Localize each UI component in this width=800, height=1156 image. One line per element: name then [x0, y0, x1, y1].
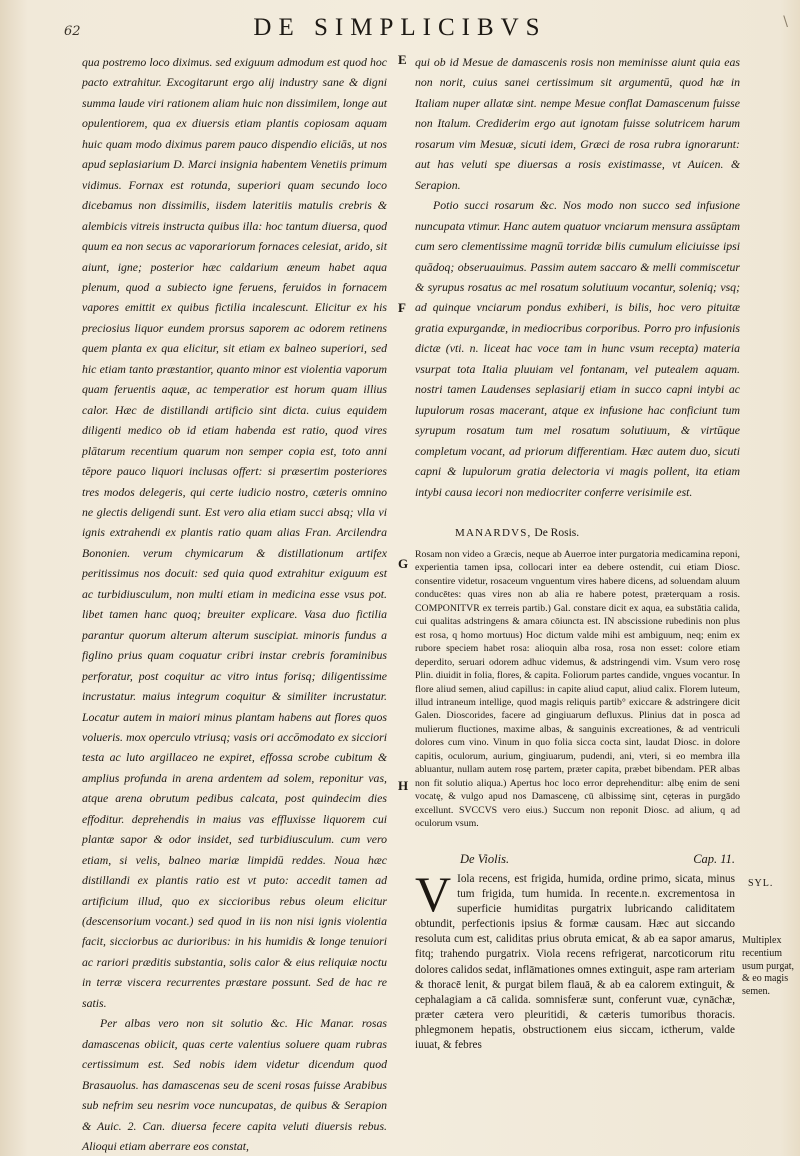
manardus-commentary	[415, 548, 740, 831]
drop-capital: V	[415, 866, 452, 922]
manardus-heading	[415, 527, 735, 539]
violis-chapter: Cap. 11.	[693, 852, 735, 866]
right-paragraph-1: qui ob id Mesue de damascenis rosis non meminisse aiunt quia eas non norit, cuius sanei certissimum sit argumentū, quod hæ in Italiam nuper allatæ sint. nempe Mesue conflat Damascenum fuisse non Italum. Crediderim ergo aut ignotam fuisse solutricem harum rosarum vim Mesuæ, sicuti idem, Græci de rosa rubra ignorarunt: aut has veluti spe diuersas a rosis existimasse, vt Auicen. & Serapion.	[415, 55, 740, 192]
manardus-title: De Rosis.	[534, 527, 580, 539]
violis-body	[415, 866, 735, 1053]
margin-note: Multiplex recentium usum purgat, & eo magis semen.	[742, 935, 795, 998]
corner-mark: \	[783, 14, 788, 30]
left-column	[82, 52, 387, 1156]
section-marker-h: H	[398, 778, 409, 793]
section-marker-e: E	[398, 52, 407, 67]
violis-heading	[460, 852, 735, 867]
manardus-text: Rosam non video a Græcis, neque ab Auerroe inter purgatoria medicamina reponi, experientia tamen ipsa, collocari inter ea debere ostendit, cui etiam Diosc. consentire videtur, rosaceum vnguentum vires habere dicens, ad soluendam aluum conducētes: quas vires non ab alia re habere potest, præterquam a rosis. COMPONITVR ex terreis partib.) Gal. constare dicit ex aqua, ea substātia calida, cui qualitas adstringens & amara cōiuncta est. IN abscissione rubedinis non plus est rosa, q homo mortuus) Hoc dictum valde mihi est ambiguum, neq; enim ex rubore speciem habet rosa: alioquin alba rosa, rosa non esset: colore etiam deperdito, seruari odorem adhuc videmus, & adstringendi vim. Vsum vero rosę Plin. diuidit in folia, flores, & capita. Foliorum partes candide, vngues vocantur. In flore aliud semen, aliud capillus: in capite aliud caput, aliud calix. Florem luteum, illud intraneum intellige, quod magis reliquis partib° exiccare & adstringere dicit Galen. Dioscorides, facere ad gingiuarum defluxus. Plinius dat in posca ad mulierum fluctiones, maxime albas, & sanguinis excreationes, & ad ventriculi dolores cum vino. Vinum in quo folia sicca cocta sint, laudat Diosc. in dolore capitis, oculorum, aurium, gingiuarum, pudendi, ani, vteri, si eo membra illa abluantur, nullam autem rosę partem, præter capita, præbet bibendam. PER albas non fit solutio aliqua.) Apertus hoc loco error deprehenditur: albę enim de seni vocatę, & vulgo apud nos Damascenę, cū albissimę sint, cęteras in purgādo excellunt. SVCCVS vero eius.) Succum non reponit Diosc. ad alium, q ad oculorum vsum.	[415, 549, 740, 830]
section-marker-g: G	[398, 556, 409, 571]
left-paragraph-1: qua postremo loco diximus. sed exiguum admodum est quod hoc pacto extrahitur. Excogitarunt ergo alij industry sane & digni summa laude viri rationem aliam huic non dissimilem, longe aut opulentiorem, qua ex diuersis etiam plantis copiosam aquam huic quam modo diximus parem pauco dispendio eliciās, ut nos apud seplasiarium D. Marci insignia habentem Venetiis primum vidimus. Fornax est rotunda, superiori quam secundo loco dicebamus non dissimilis, iisdem lateritiis matulis crebris & alembicis vitreis instructa quibus illa: hoc tantum diuersa, quod quum ea non secus ac vaporariorum fornaces celesiat, arido, sit aiunt, igne; posterior hæc caldarium æneum habet aqua plenum, quod a subiecto igne feruens, feruidos in fornacem vapores emittit ex quibus fictilia incalescunt. Elicitur ex his preciosius liquor eundem prorsus saporem ac odorem retinens quem planta ex qua elicitur, sit etiam ex balneo superiori, sed hic etiam tanto præstantior, quanto minor est violentia vaporum quam feruentis aquæ, ac temperatior est horum quam illius calor. Hæc de distillandi artificio sint dicta. cuius equidem diligenti medico ob id etiam habenda est ratio, quod vires plātarum recentium quarum non semper copia est, toto anni tēpore pauco liquori inclusas offert: si præsertim posteriores tres modos delegeris, qui certe iudicio nostro, cæteris omnino ne glectis deligendi sunt. Est vero alia etiam succi absq; vlla vi ignis extrahendi ex plantis ratio quam alias Fran. Arcilendra Bononien. verum chymicarum & distillationum artifex peritissimus nos docuit: sed quia quod extrahitur exiguum est ac turbidiusculum, non multi etiam in medicina esse vsus pot. libet tamen hanc quoq; breuiter explicare. Vasa duo fictilia parantur quorum alterum alterum suscipiat. minoris fundus a figlino prius quam coquatur cribri instar crebris foraminibus perforatur, post coquitur ac vitro intus forisq; diligentissime incrustatur. maius integrum coquitur & similiter incrustatur. Locatur autem in maiori minus plantam habens aut flores quos volueris. mox operculo vtriusq; vasis ori accōmodato ex sicciori testa ac luto argillaceo ne expiret, effossa scrobe cubitum & amplius profunda in arena ardentem ad solem, reponitur vas, atque arena obrutum pedibus calcata, post quindecim dies effoditur. deprehendis in maius vas effluxisse liquorem cui plantæ sapor & odor insidet, sed turbidiusculum. cum vero etiam, si velis, balneo mariæ limpidū reddes. Noua hæc distillandi ex plantis ratio est vt puto: accedit tamen ad artificium illud, quo ex siccioribus rebus oleum elicitur (descensorium vocant.) sed quod in iis non nisi ignis violentia facit, sicciorbus ac durioribus: in his humidis & longe tenuiori ac rariori præditis substantia, solis calor & eius reliquiæ noctu in terræ viscera recurrentes præstare possunt. Sed de hac re satis.	[82, 55, 387, 1010]
left-paragraph-2: Per albas vero non sit solutio &c. Hic Manar. rosas damascenas obiicit, quas certe valentius soluere quam rubras certissimum est. Sed nobis idem videtur dicendum quod Brasauolus. has damascenas seu de sceni rosas fuisse Arabibus sub nefrim seu nesrim voce nuncupatas, de quibus & Serapion & Auic. 2. Can. diuersa fecere capita veluti diuersis rebus. Alioqui etiam aberrare eos constat,	[82, 1016, 387, 1154]
manardus-author: MANARDVS,	[455, 527, 532, 539]
right-column-top	[415, 52, 740, 502]
running-title: DE SIMPLICIBVS	[253, 14, 547, 41]
section-marker-f: F	[398, 300, 406, 315]
violis-title: De Violis.	[460, 852, 510, 866]
violis-text: Iola recens, est frigida, humida, ordine primo, sicata, minus tum frigida, tum humida. In recente.n. excrementosa in superficie humiditas purgatrix lubricando caliditatem obtundit, perfectionis ipsius & formæ causam. Hæc aut siccando resoluta cum est, caliditas prius obruta emicat, & ab ea sapor amarus, fitq; trahendo purgatrix. Viola recens refrigerat, narcoticorum ritu dolores calidos sedat, inflāmationes omnes extinguit, aspe ram arteriam & thoracē lenit, & purgat bilem flauā, & ab ea calorem extinguit, & cephalagiam a cā calida. somnisferæ sunt, conferunt vuæ, cynāchæ, præter cætera vero pleuritidi, & cæteris tumoribus thoracis. phlegmonem hepatis, obstructionem eius siccam, ictherum, valde iuuat, & febres	[415, 873, 735, 1052]
right-paragraph-2: Potio succi rosarum &c. Nos modo non succo sed infusione nuncupata vtimur. Hanc autem quatuor vnciarum mensura assūptam cum sero clementissime magnū torridæ bilis cumulum eliciuisse ipsi quādoq; obseruauimus. Passim autem saccaro & melli commiscetur & syrupus rosatus ac mel rosatum solutiuum vocantur, soleniq; vsq; ad quinque vnciarum pondus exhiberi, is bilis, hoc vero pituitæ gratia expurgandæ, in mediocribus corporibus. Porro pro infusionis dictæ (vti. n. liceat hac voce tam in hunc vsum recepta) materia vsurpat tota Italia pluuiam vel fontanam, vel putealem aquam. nostri tamen Laudenses seplasiarij etiam in succo capni intybi ac lupulorum rosas macerant, atque ex infusione hac conficiunt tum syrupum rosatum tum mel rosatum solutiuum, & virtūque completum vocant, ad priorum differentiam. Hæc autem duo, sicuti capni & lupulorum gratia delectoria vi magis pollent, ita etiam intybi causa iecori non mediocriter conferre verisimile est.	[415, 198, 740, 499]
margin-label: SYL.	[748, 878, 774, 889]
page-number: 62	[64, 24, 81, 39]
